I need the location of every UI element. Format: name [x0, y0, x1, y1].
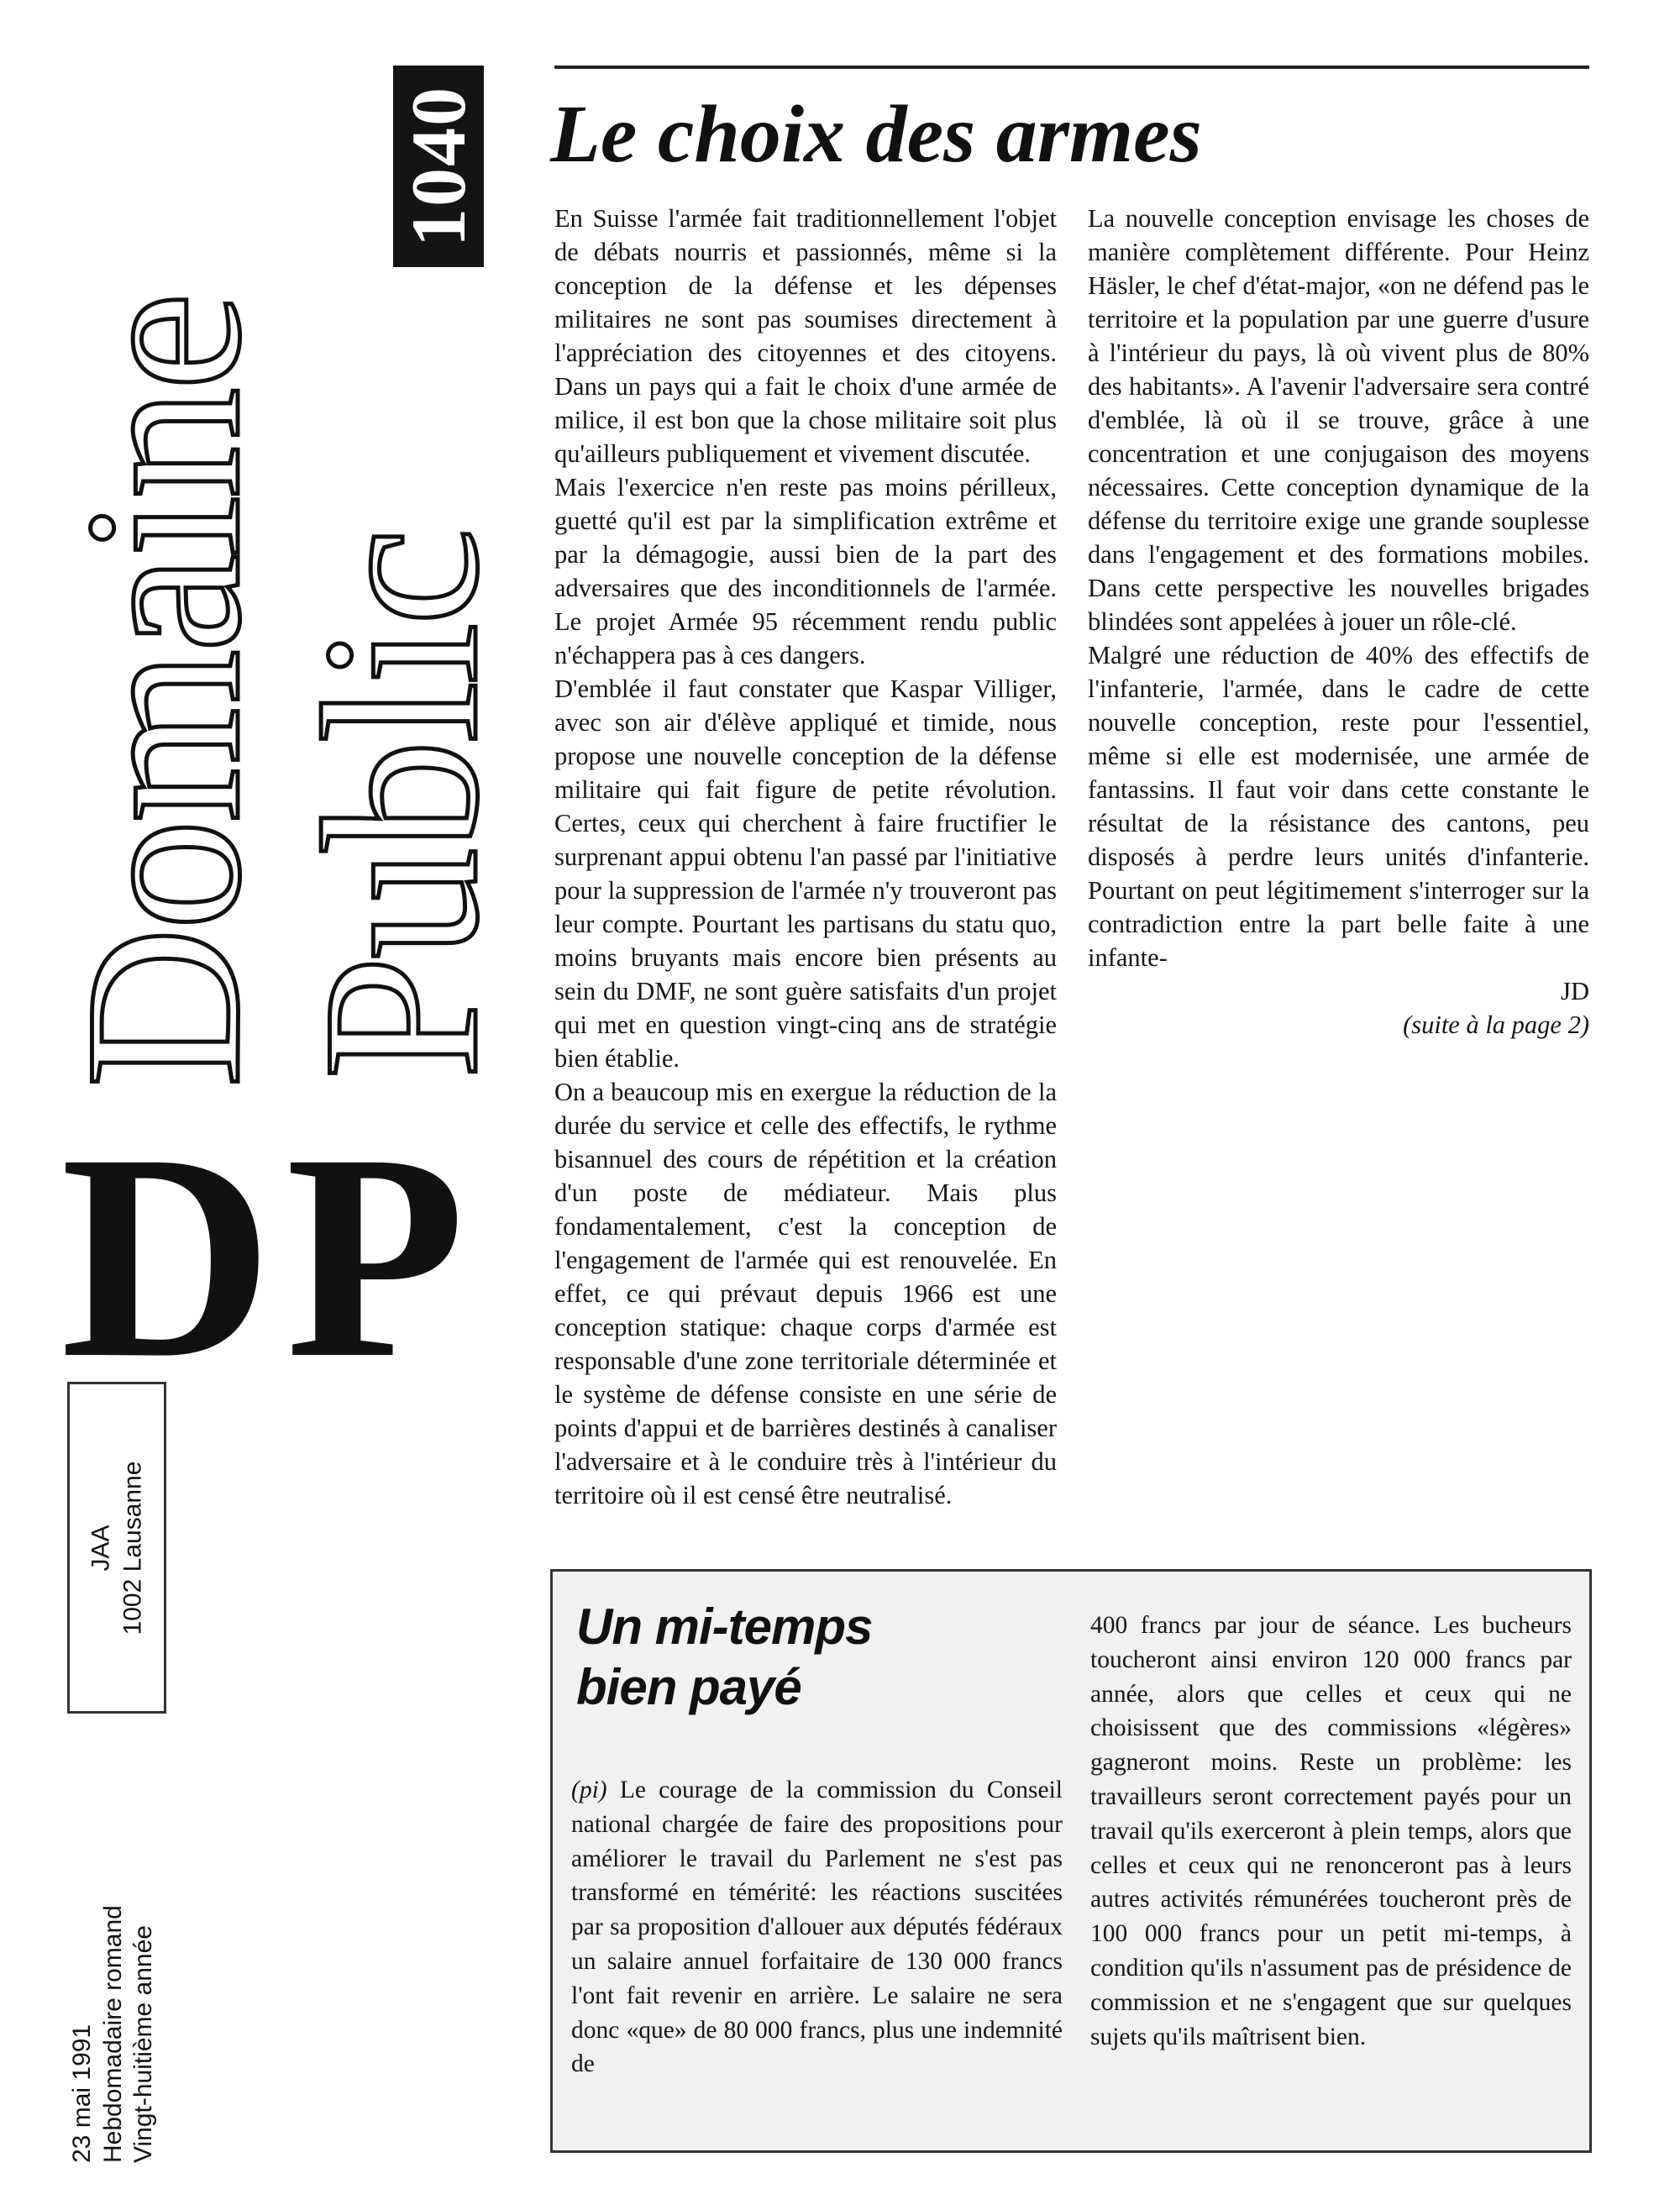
masthead-title-domaine: Domaine — [40, 295, 286, 1088]
article-paragraph: En Suisse l'armée fait traditionnellement l'objet de débats nourris et passionnés, même si la conception de la défense et les dépenses militaires ne sont pas soumises directement à l'appréciation des citoyennes et des citoyens. Dans un pays qui a fait le choix d'une armée de milice, il est bon que la chose militaire soit plus qu'ailleurs publiquement et vivement discutée. — [554, 204, 1057, 468]
article-paragraph: On a beaucoup mis en exergue la réduction de la durée du service et celle des effectifs, le rythme bisannuel des cours de répétition et la création d'un poste de médiateur. Mais plus fondamentalement, c'est la conception de l'engagement de l'armée qui est renouvelée. En effet, ce qui prévaut depuis 1966 est une conception statique: chaque corps d'armée est responsable d'une zone territoriale déterminée et le système de défense consiste en une série de points d'appui et de barrières destinés à canaliser l'adversaire et à le conduire très à l'intérieur du territoire où il est censé être neutralisé. — [554, 1078, 1057, 1509]
box-author-tag: (pi) — [571, 1777, 607, 1803]
stamp-jaa: JAA — [87, 1524, 115, 1572]
article-column-2 — [1088, 202, 1589, 1042]
box-column-1 — [571, 1773, 1063, 2081]
box-paragraph: 400 francs par jour de séance. Les bucheurs toucheront ainsi environ 120 000 francs par année, alors que celles et ceux qui ne choisissent que des commissions «légères» gagneront moins. Reste un problème: les travailleurs seront correctement payés pour un travail qu'ils exerceront à plein temps, alors que celles et ceux qui ne renonceront pas à leurs autres activités rémunérées toucheront près de 100 000 francs pour un petit mi-temps, à condition qu'ils n'assument pas de présidence de commission et ne s'engagent que sur quelques sujets qu'ils maîtrisent bien. — [1090, 1612, 1572, 2050]
box-headline-line-2: bien payé — [576, 1659, 801, 1715]
publication-volume: Vingt-huitième année — [129, 1925, 158, 2163]
sidebar-article-box — [550, 1569, 1592, 2153]
issue-number: 1040 — [396, 86, 481, 247]
stamp-location: 1002 Lausanne — [118, 1461, 146, 1635]
article-paragraph: Mais l'exercice n'en reste pas moins périlleux, guetté qu'il est par la simplification extrême et par la démagogie, aussi bien de la part des adversaires que des inconditionnels de l'armée. Le projet Armée 95 récemment rendu public n'échappera pas à ces dangers. — [554, 473, 1057, 669]
article-paragraph: La nouvelle conception envisage les choses de manière complètement différente. Pour Heinz Häsler, le chef d'état-major, «on ne défend pas le territoire et la population par une guerre d'usure à l'intérieur du pays, là où vivent plus de 80% des habitants». A l'avenir l'adversaire sera contré d'emblée, là où il se trouve, grâce à une concentration et une conjugaison des moyens nécessaires. Cette conception dynamique de la défense du territoire exige une grande souplesse dans l'engagement et des formations mobiles. Dans cette perspective les nouvelles brigades blindées sont appelées à jouer un rôle-clé. — [1088, 204, 1589, 636]
masthead-title-public: Public — [278, 530, 524, 1079]
continuation-note: (suite à la page 2) — [1403, 1011, 1589, 1039]
article-headline: Le choix des armes — [550, 89, 1202, 180]
article-column-1 — [554, 202, 1057, 1512]
issue-date: 23 mai 1991 — [68, 2024, 96, 2163]
top-rule — [554, 66, 1589, 69]
masthead-initial-d: D — [60, 1093, 273, 1419]
article-byline: JD — [1561, 977, 1589, 1005]
article-paragraph: Malgré une réduction de 40% des effectifs de l'infanterie, l'armée, dans le cadre de cette nouvelle conception, reste pour l'essentiel, même si elle est modernisée, une armée de fantassins. Il faut voir dans cette constante le résultat de la résistance des cantons, peu disposés à perdre leurs unités d'infanterie. Pourtant on peut légitimement s'interroger sur la contradiction entre la part belle faite à une infante- — [1088, 641, 1589, 972]
box-headline — [576, 1597, 872, 1718]
article-paragraph: D'emblée il faut constater que Kaspar Villiger, avec son air d'élève appliqué et timide, nous propose une nouvelle conception de la défense militaire qui fait figure de petite révolution. Certes, ceux qui cherchent à faire fructifier le surprenant appui obtenu l'an passé par l'initiative pour la suppression de l'armée n'y trouveront pas leur compte. Pourtant les partisans du statu quo, moins bruyants mais encore bien présents au sein du DMF, ne sont guère satisfaits d'un projet qui met en question vingt-cinq ans de stratégie bien établie. — [554, 675, 1057, 1073]
postal-stamp — [67, 1382, 166, 1714]
box-paragraph-text: Le courage de la commission du Conseil national chargée de faire des propositions pour améliorer le travail du Parlement ne s'est pas transformé en témérité: les réactions suscitées par sa proposition d'allouer aux députés fédéraux un salaire annuel forfaitaire de 130 000 francs l'ont fait revenir en arrière. Le salaire ne sera donc «que» de 80 000 francs, plus une indemnité de — [571, 1777, 1063, 2078]
dateline — [67, 1905, 160, 2163]
masthead-initial-p: P — [286, 1093, 465, 1419]
issue-number-badge — [393, 66, 484, 267]
publication-frequency: Hebdomadaire romand — [98, 1905, 127, 2163]
box-column-2 — [1090, 1609, 1572, 2054]
box-paragraph — [571, 1773, 1063, 2081]
box-headline-line-1: Un mi-temps — [576, 1598, 873, 1655]
